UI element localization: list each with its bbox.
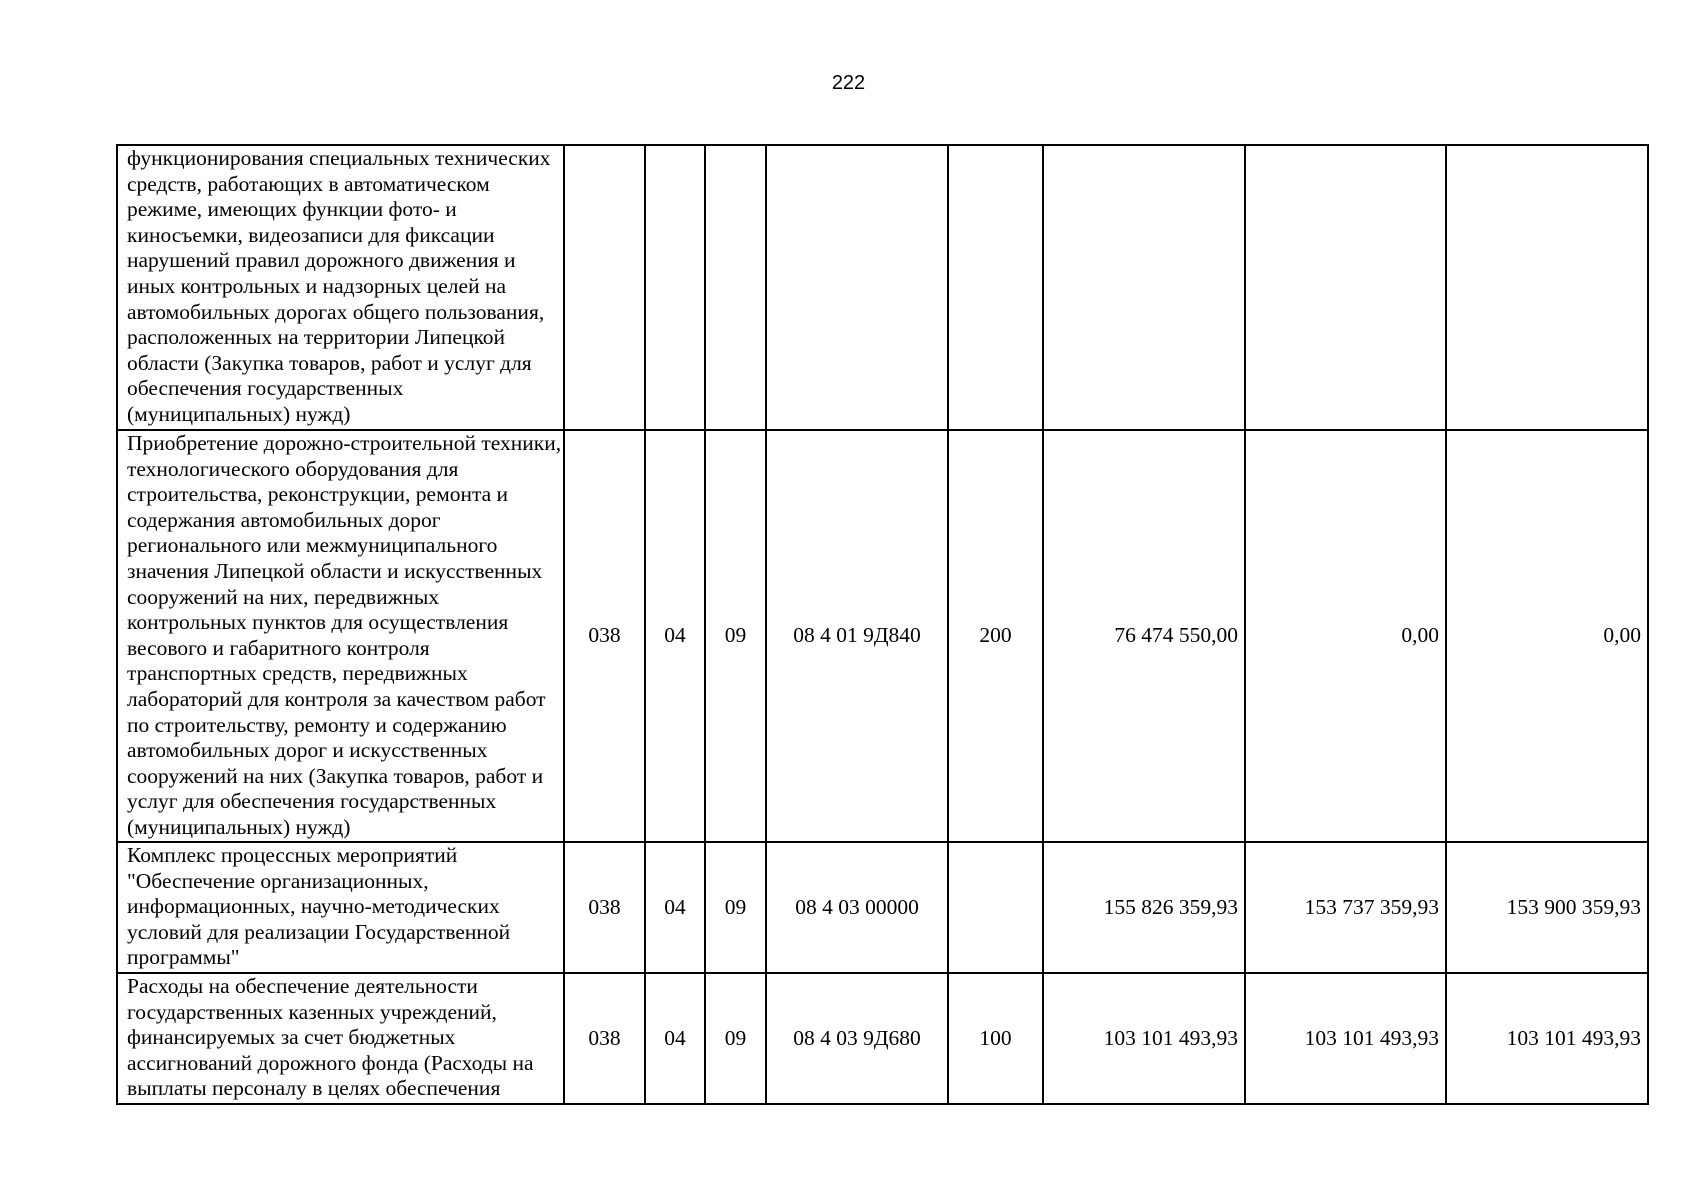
table-row — [117, 430, 1648, 842]
gl-code-cell: 038 — [564, 430, 645, 842]
expense-type-cell: 100 — [948, 973, 1043, 1104]
target-article-cell: 08 4 03 00000 — [766, 842, 948, 973]
subsection-code-cell: 09 — [705, 430, 766, 842]
expense-name-cell: Приобретение дорожно-строительной техники, технологического оборудования для строительства, реконструкции, ремонта и содержания автомобильных дорог регионального или межмуниципального значения Липецкой области и искусственных сооружений на них, передвижных контрольных пунктов для осуществления весового и габаритного контроля транспортных средств, передвижных лабораторий для контроля за качеством работ по строительству, ремонту и содержанию автомобильных дорог и искусственных сооружений на них (Закупка товаров, работ и услуг для обеспечения государственных (муниципальных) нужд) — [117, 430, 564, 842]
expense-name-cell: функционирования специальных технических средств, работающих в автоматическом режиме, имеющих функции фото- и киносъемки, видеозаписи для фиксации нарушений правил дорожного движения и иных контрольных и надзорных целей на автомобильных дорогах общего пользования, расположенных на территории Липецкой области (Закупка товаров, работ и услуг для обеспечения государственных (муниципальных) нужд) — [117, 145, 564, 430]
budget-table — [116, 144, 1649, 1105]
gl-code-cell: 038 — [564, 973, 645, 1104]
amount-year1-cell: 103 101 493,93 — [1043, 973, 1245, 1104]
expense-name-cell: Комплекс процессных мероприятий "Обеспечение организационных, информационных, научно-методических условий для реализации Государственной программы" — [117, 842, 564, 973]
target-article-cell — [766, 145, 948, 430]
amount-year2-cell: 0,00 — [1245, 430, 1446, 842]
gl-code-cell: 038 — [564, 842, 645, 973]
section-code-cell: 04 — [645, 973, 705, 1104]
subsection-code-cell: 09 — [705, 842, 766, 973]
amount-year3-cell: 153 900 359,93 — [1446, 842, 1648, 973]
target-article-cell: 08 4 03 9Д680 — [766, 973, 948, 1104]
section-code-cell: 04 — [645, 430, 705, 842]
amount-year3-cell: 103 101 493,93 — [1446, 973, 1648, 1104]
expense-type-cell: 200 — [948, 430, 1043, 842]
section-code-cell: 04 — [645, 842, 705, 973]
section-code-cell — [645, 145, 705, 430]
table-row — [117, 145, 1648, 430]
subsection-code-cell — [705, 145, 766, 430]
target-article-cell: 08 4 01 9Д840 — [766, 430, 948, 842]
amount-year2-cell — [1245, 145, 1446, 430]
expense-type-cell — [948, 145, 1043, 430]
amount-year1-cell: 76 474 550,00 — [1043, 430, 1245, 842]
page-number: 222 — [831, 72, 866, 94]
expense-name-cell: Расходы на обеспечение деятельности государственных казенных учреждений, финансируемых за счет бюджетных ассигнований дорожного фонда (Расходы на выплаты персоналу в целях обеспечения — [117, 973, 564, 1104]
subsection-code-cell: 09 — [705, 973, 766, 1104]
amount-year3-cell — [1446, 145, 1648, 430]
table-row — [117, 842, 1648, 973]
amount-year2-cell: 153 737 359,93 — [1245, 842, 1446, 973]
amount-year1-cell — [1043, 145, 1245, 430]
amount-year1-cell: 155 826 359,93 — [1043, 842, 1245, 973]
amount-year3-cell: 0,00 — [1446, 430, 1648, 842]
amount-year2-cell: 103 101 493,93 — [1245, 973, 1446, 1104]
gl-code-cell — [564, 145, 645, 430]
expense-type-cell — [948, 842, 1043, 973]
table-row — [117, 973, 1648, 1104]
